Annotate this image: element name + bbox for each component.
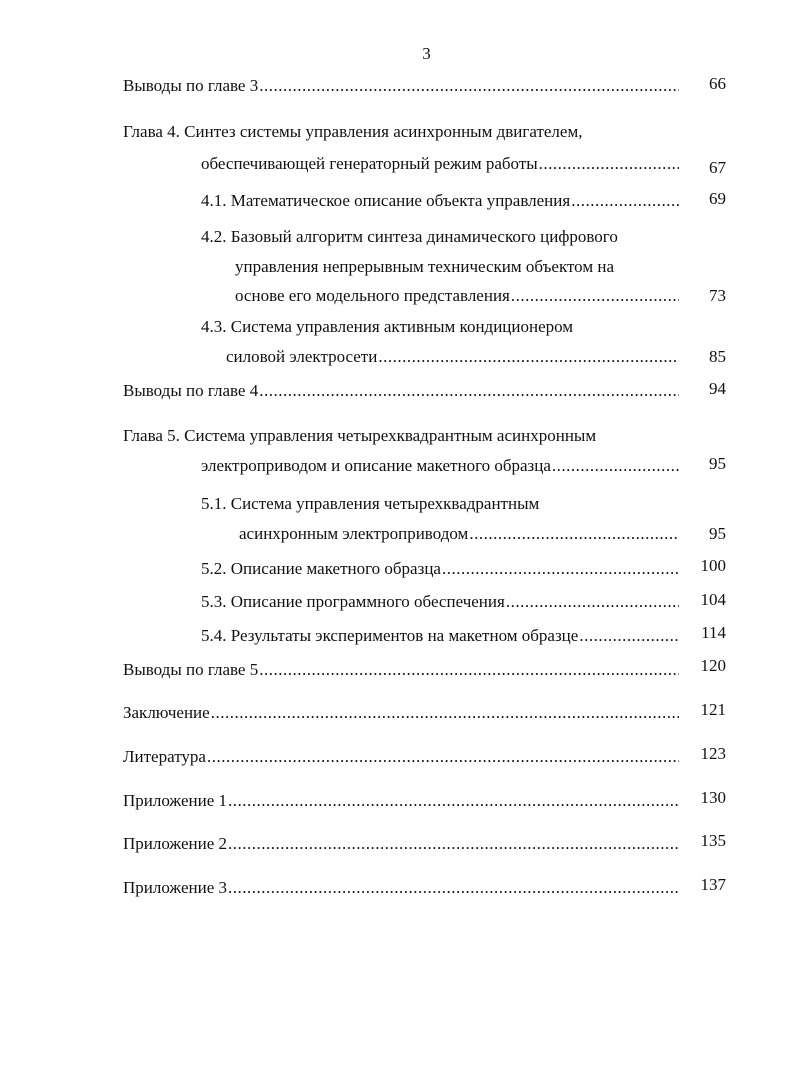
section-heading-line: управления непрерывным техническим объектом на xyxy=(235,257,615,276)
leader-dots xyxy=(259,381,679,401)
toc-entry xyxy=(201,626,680,646)
toc-page-number: 123 xyxy=(700,744,726,763)
toc-entry-title: Выводы по главе 3 xyxy=(123,76,259,95)
leader-dots xyxy=(378,347,679,367)
section-heading-line: 4.2. Базовый алгоритм синтеза динамического цифрового xyxy=(201,227,618,246)
toc-entry-title: Приложение 1 xyxy=(123,791,227,810)
toc-entry xyxy=(123,878,680,898)
chapter-heading-line: Глава 5. Система управления четырехквадрантным асинхронным xyxy=(123,426,597,445)
toc-entry-title: Выводы по главе 5 xyxy=(123,660,259,679)
toc-entry xyxy=(235,286,680,306)
leader-dots xyxy=(506,592,679,612)
leader-dots xyxy=(228,878,679,898)
toc-page-number: 135 xyxy=(700,831,726,850)
toc-page-number: 104 xyxy=(700,590,726,609)
leader-dots xyxy=(211,703,679,723)
toc-page-number: 85 xyxy=(709,347,726,366)
leader-dots xyxy=(539,154,679,174)
leader-dots xyxy=(228,834,679,854)
toc-entry-title: Выводы по главе 4 xyxy=(123,381,259,400)
toc-entry-title: 4.1. Математическое описание объекта управления xyxy=(201,191,571,210)
leader-dots xyxy=(469,524,679,544)
toc-page-number: 67 xyxy=(709,158,726,177)
toc-entry-title: обеспечивающей генераторный режим работы xyxy=(201,154,538,173)
toc-page-number: 95 xyxy=(709,524,726,543)
toc-entry xyxy=(123,703,680,723)
toc-page-number: 95 xyxy=(709,454,726,473)
toc-entry-title: электроприводом и описание макетного образца xyxy=(201,456,551,475)
toc-entry-title: Литература xyxy=(123,747,206,766)
leader-dots xyxy=(511,286,679,306)
toc-entry-title: Приложение 3 xyxy=(123,878,227,897)
toc-entry xyxy=(123,747,680,767)
section-heading-line: 5.1. Система управления четырехквадрантным xyxy=(201,494,540,513)
toc-entry xyxy=(201,456,680,476)
leader-dots xyxy=(552,456,679,476)
toc-entry xyxy=(123,381,680,401)
toc-entry xyxy=(201,559,680,579)
toc-page-number: 66 xyxy=(709,74,726,93)
toc-entry xyxy=(123,834,680,854)
toc-entry xyxy=(123,76,680,96)
toc-page-number: 114 xyxy=(701,623,726,642)
toc-entry xyxy=(239,524,680,544)
leader-dots xyxy=(259,660,679,680)
toc-page-number: 100 xyxy=(700,556,726,575)
toc-entry-title: 5.2. Описание макетного образца xyxy=(201,559,441,578)
toc-page-number: 73 xyxy=(709,286,726,305)
leader-dots xyxy=(207,747,679,767)
leader-dots xyxy=(442,559,679,579)
toc-entry-title: основе его модельного представления xyxy=(235,286,510,305)
section-heading-line: 4.3. Система управления активным кондиционером xyxy=(201,317,574,336)
toc-page-number: 69 xyxy=(709,189,726,208)
toc-entry-title: 5.3. Описание программного обеспечения xyxy=(201,592,505,611)
toc-entry-title: асинхронным электроприводом xyxy=(239,524,469,543)
toc-page-number: 94 xyxy=(709,379,726,398)
toc-entry-title: силовой электросети xyxy=(226,347,378,366)
leader-dots xyxy=(259,76,679,96)
toc-entry xyxy=(201,592,680,612)
toc-entry xyxy=(123,791,680,811)
chapter-heading-line: Глава 4. Синтез системы управления асинхронным двигателем, xyxy=(123,122,583,141)
toc-page-number: 121 xyxy=(700,700,726,719)
leader-dots xyxy=(571,191,679,211)
toc-entry xyxy=(123,660,680,680)
page-number: 3 xyxy=(422,44,431,63)
toc-page-number: 120 xyxy=(700,656,726,675)
toc-entry xyxy=(201,191,680,211)
leader-dots xyxy=(228,791,679,811)
leader-dots xyxy=(579,626,679,646)
toc-page-number: 137 xyxy=(700,875,726,894)
toc-entry xyxy=(226,347,680,367)
toc-page-number: 130 xyxy=(700,788,726,807)
toc-entry-title: Заключение xyxy=(123,703,210,722)
toc-entry-title: 5.4. Результаты экспериментов на макетном образце xyxy=(201,626,579,645)
toc-entry xyxy=(201,154,680,174)
toc-entry-title: Приложение 2 xyxy=(123,834,227,853)
